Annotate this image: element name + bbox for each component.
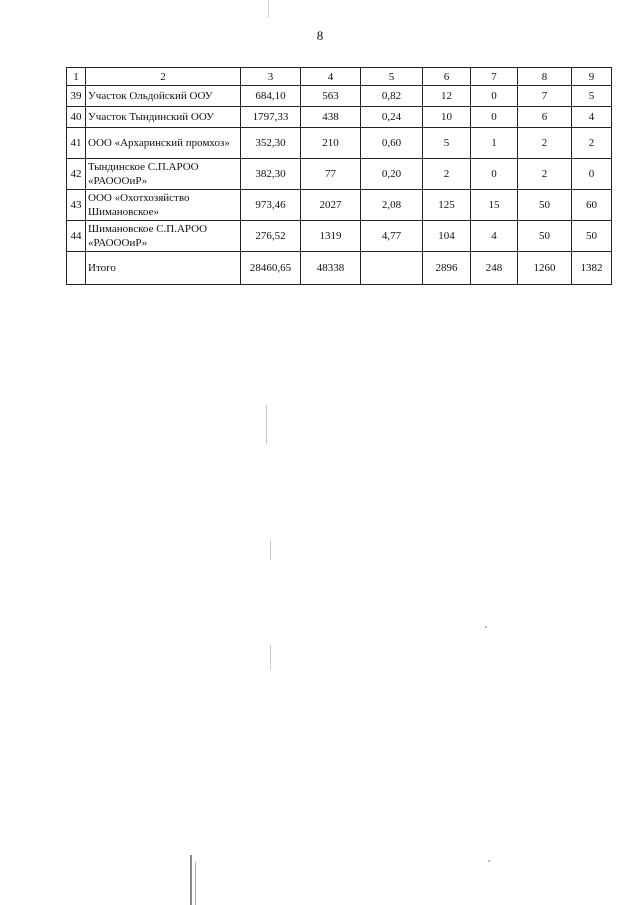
- header-cell: 6: [423, 68, 471, 86]
- total-col6: 2896: [423, 252, 471, 285]
- cell-col9: 2: [572, 128, 612, 159]
- cell-col6: 10: [423, 107, 471, 128]
- total-col9: 1382: [572, 252, 612, 285]
- row-name: Тындинское С.П.АРОО «РАОООиР»: [86, 159, 241, 190]
- row-index: 42: [67, 159, 86, 190]
- cell-col6: 125: [423, 190, 471, 221]
- cell-col5: 2,08: [361, 190, 423, 221]
- cell-col9: 0: [572, 159, 612, 190]
- cell-col3: 382,30: [241, 159, 301, 190]
- total-label: Итого: [86, 252, 241, 285]
- cell-col7: 1: [471, 128, 518, 159]
- cell-col9: 50: [572, 221, 612, 252]
- table-row: [67, 221, 612, 252]
- scan-artifact: [485, 626, 487, 628]
- total-col4: 48338: [301, 252, 361, 285]
- cell-col5: 4,77: [361, 221, 423, 252]
- row-index: 44: [67, 221, 86, 252]
- table-row: [67, 86, 612, 107]
- total-col8: 1260: [518, 252, 572, 285]
- cell-col4: 210: [301, 128, 361, 159]
- row-name: Участок Тындинский ООУ: [86, 107, 241, 128]
- cell-col5: 0,60: [361, 128, 423, 159]
- row-name: Участок Ольдойский ООУ: [86, 86, 241, 107]
- row-name: ООО «Архаринский промхоз»: [86, 128, 241, 159]
- header-cell: 3: [241, 68, 301, 86]
- total-col5: [361, 252, 423, 285]
- header-cell: 2: [86, 68, 241, 86]
- row-index: 41: [67, 128, 86, 159]
- cell-col5: 0,24: [361, 107, 423, 128]
- scan-artifact: [190, 855, 192, 905]
- row-index: 39: [67, 86, 86, 107]
- cell-col4: 438: [301, 107, 361, 128]
- cell-col4: 563: [301, 86, 361, 107]
- cell-col6: 12: [423, 86, 471, 107]
- data-table: [66, 67, 612, 285]
- row-name: ООО «Охотхозяйство Шимановское»: [86, 190, 241, 221]
- cell-col3: 973,46: [241, 190, 301, 221]
- row-index: 40: [67, 107, 86, 128]
- cell-col8: 6: [518, 107, 572, 128]
- header-row: [67, 68, 612, 86]
- total-col3: 28460,65: [241, 252, 301, 285]
- cell-col3: 352,30: [241, 128, 301, 159]
- cell-col5: 0,20: [361, 159, 423, 190]
- cell-col4: 2027: [301, 190, 361, 221]
- table-row: [67, 128, 612, 159]
- cell-col6: 2: [423, 159, 471, 190]
- page-number: 8: [316, 28, 324, 43]
- cell-col3: 1797,33: [241, 107, 301, 128]
- cell-col8: 2: [518, 128, 572, 159]
- table-row: [67, 190, 612, 221]
- cell-col8: 50: [518, 190, 572, 221]
- cell-col3: 684,10: [241, 86, 301, 107]
- cell-col7: 0: [471, 159, 518, 190]
- cell-col9: 4: [572, 107, 612, 128]
- row-name: Шимановское С.П.АРОО «РАОООиР»: [86, 221, 241, 252]
- cell-col7: 4: [471, 221, 518, 252]
- scan-artifact: [270, 645, 271, 670]
- cell-col3: 276,52: [241, 221, 301, 252]
- cell-col8: 2: [518, 159, 572, 190]
- header-cell: 7: [471, 68, 518, 86]
- header-cell: 8: [518, 68, 572, 86]
- scan-artifact: [266, 405, 267, 445]
- cell-col5: 0,82: [361, 86, 423, 107]
- row-index: [67, 252, 86, 285]
- cell-col4: 77: [301, 159, 361, 190]
- scan-artifact: [195, 862, 196, 905]
- cell-col8: 7: [518, 86, 572, 107]
- cell-col7: 15: [471, 190, 518, 221]
- cell-col6: 104: [423, 221, 471, 252]
- total-row: [67, 252, 612, 285]
- cell-col7: 0: [471, 86, 518, 107]
- scan-artifact: [268, 0, 269, 18]
- table-row: [67, 107, 612, 128]
- cell-col7: 0: [471, 107, 518, 128]
- cell-col9: 60: [572, 190, 612, 221]
- cell-col4: 1319: [301, 221, 361, 252]
- total-col7: 248: [471, 252, 518, 285]
- cell-col8: 50: [518, 221, 572, 252]
- header-cell: 1: [67, 68, 86, 86]
- header-cell: 9: [572, 68, 612, 86]
- cell-col6: 5: [423, 128, 471, 159]
- table-row: [67, 159, 612, 190]
- scan-artifact: [270, 540, 271, 560]
- cell-col9: 5: [572, 86, 612, 107]
- scan-artifact: [488, 860, 490, 862]
- row-index: 43: [67, 190, 86, 221]
- header-cell: 5: [361, 68, 423, 86]
- header-cell: 4: [301, 68, 361, 86]
